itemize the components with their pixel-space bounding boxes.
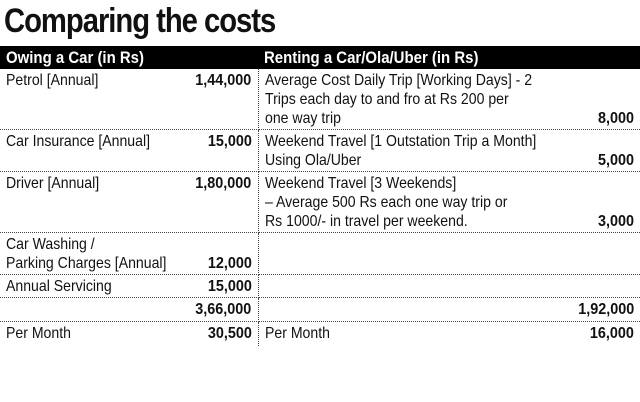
rent-amount: 5,000 bbox=[597, 152, 634, 169]
table-header-row bbox=[0, 46, 640, 69]
rent-desc-line: Rs 1000/- in travel per weekend. bbox=[264, 213, 468, 230]
own-cell bbox=[0, 130, 258, 172]
rent-desc-line: Weekend Travel [1 Outstation Trip a Month] bbox=[264, 133, 536, 150]
own-amount: 1,80,000 bbox=[195, 175, 252, 192]
rent-total: 1,92,000 bbox=[577, 301, 634, 318]
rent-desc bbox=[265, 132, 593, 170]
page-title: Comparing the costs bbox=[4, 2, 276, 40]
rent-cell bbox=[258, 130, 640, 172]
own-per-month-cell bbox=[0, 322, 258, 347]
own-label: Car Insurance [Annual] bbox=[6, 133, 151, 150]
rent-desc bbox=[265, 174, 593, 231]
rent-desc-line: one way trip bbox=[264, 110, 341, 127]
own-amount: 12,000 bbox=[207, 255, 252, 272]
per-month-row bbox=[0, 322, 640, 347]
own-cell bbox=[0, 172, 258, 233]
rent-cell-empty bbox=[258, 275, 640, 298]
cost-comparison-table bbox=[0, 46, 640, 346]
rent-cell-empty bbox=[258, 233, 640, 275]
rent-desc-line: – Average 500 Rs each one way trip or bbox=[264, 194, 507, 211]
rent-cell bbox=[258, 69, 640, 130]
rent-desc-line: Weekend Travel [3 Weekends] bbox=[264, 175, 456, 192]
own-total-cell bbox=[0, 298, 258, 322]
table-row bbox=[0, 172, 640, 233]
own-amount: 1,44,000 bbox=[195, 72, 252, 89]
rent-per-month-label: Per Month bbox=[264, 325, 330, 342]
own-cell bbox=[0, 233, 258, 275]
header-renting-label: Renting a Car/Ola/Uber (in Rs) bbox=[264, 47, 479, 67]
rent-desc bbox=[265, 71, 593, 128]
table-row bbox=[0, 130, 640, 172]
own-amount: 15,000 bbox=[207, 133, 252, 150]
header-renting bbox=[258, 46, 640, 69]
own-label-line: Car Washing / bbox=[6, 236, 95, 253]
rent-total-cell bbox=[258, 298, 640, 322]
table-row bbox=[0, 275, 640, 298]
table-row bbox=[0, 69, 640, 130]
rent-amount: 8,000 bbox=[597, 110, 634, 127]
own-amount: 15,000 bbox=[207, 278, 252, 295]
own-per-month-label: Per Month bbox=[6, 325, 71, 342]
own-cell bbox=[0, 69, 258, 130]
own-cell bbox=[0, 275, 258, 298]
header-owning-label: Owing a Car (in Rs) bbox=[6, 47, 144, 67]
rent-desc-line: Trips each day to and fro at Rs 200 per bbox=[264, 91, 509, 108]
own-per-month-amount: 30,500 bbox=[207, 325, 252, 342]
rent-desc-line: Using Ola/Uber bbox=[264, 152, 361, 169]
table-row bbox=[0, 233, 640, 275]
own-label bbox=[6, 235, 201, 273]
rent-per-month-amount: 16,000 bbox=[589, 325, 634, 342]
own-label: Annual Servicing bbox=[6, 278, 112, 295]
rent-amount: 3,000 bbox=[597, 213, 634, 230]
rent-cell bbox=[258, 172, 640, 233]
own-label-line: Parking Charges [Annual] bbox=[6, 255, 167, 272]
rent-desc-line: Average Cost Daily Trip [Working Days] - 2 bbox=[264, 72, 532, 89]
totals-row bbox=[0, 298, 640, 322]
own-total: 3,66,000 bbox=[195, 301, 252, 318]
rent-per-month-cell bbox=[258, 322, 640, 347]
header-owning bbox=[0, 46, 258, 69]
own-label: Petrol [Annual] bbox=[6, 72, 99, 89]
own-label: Driver [Annual] bbox=[6, 175, 100, 192]
